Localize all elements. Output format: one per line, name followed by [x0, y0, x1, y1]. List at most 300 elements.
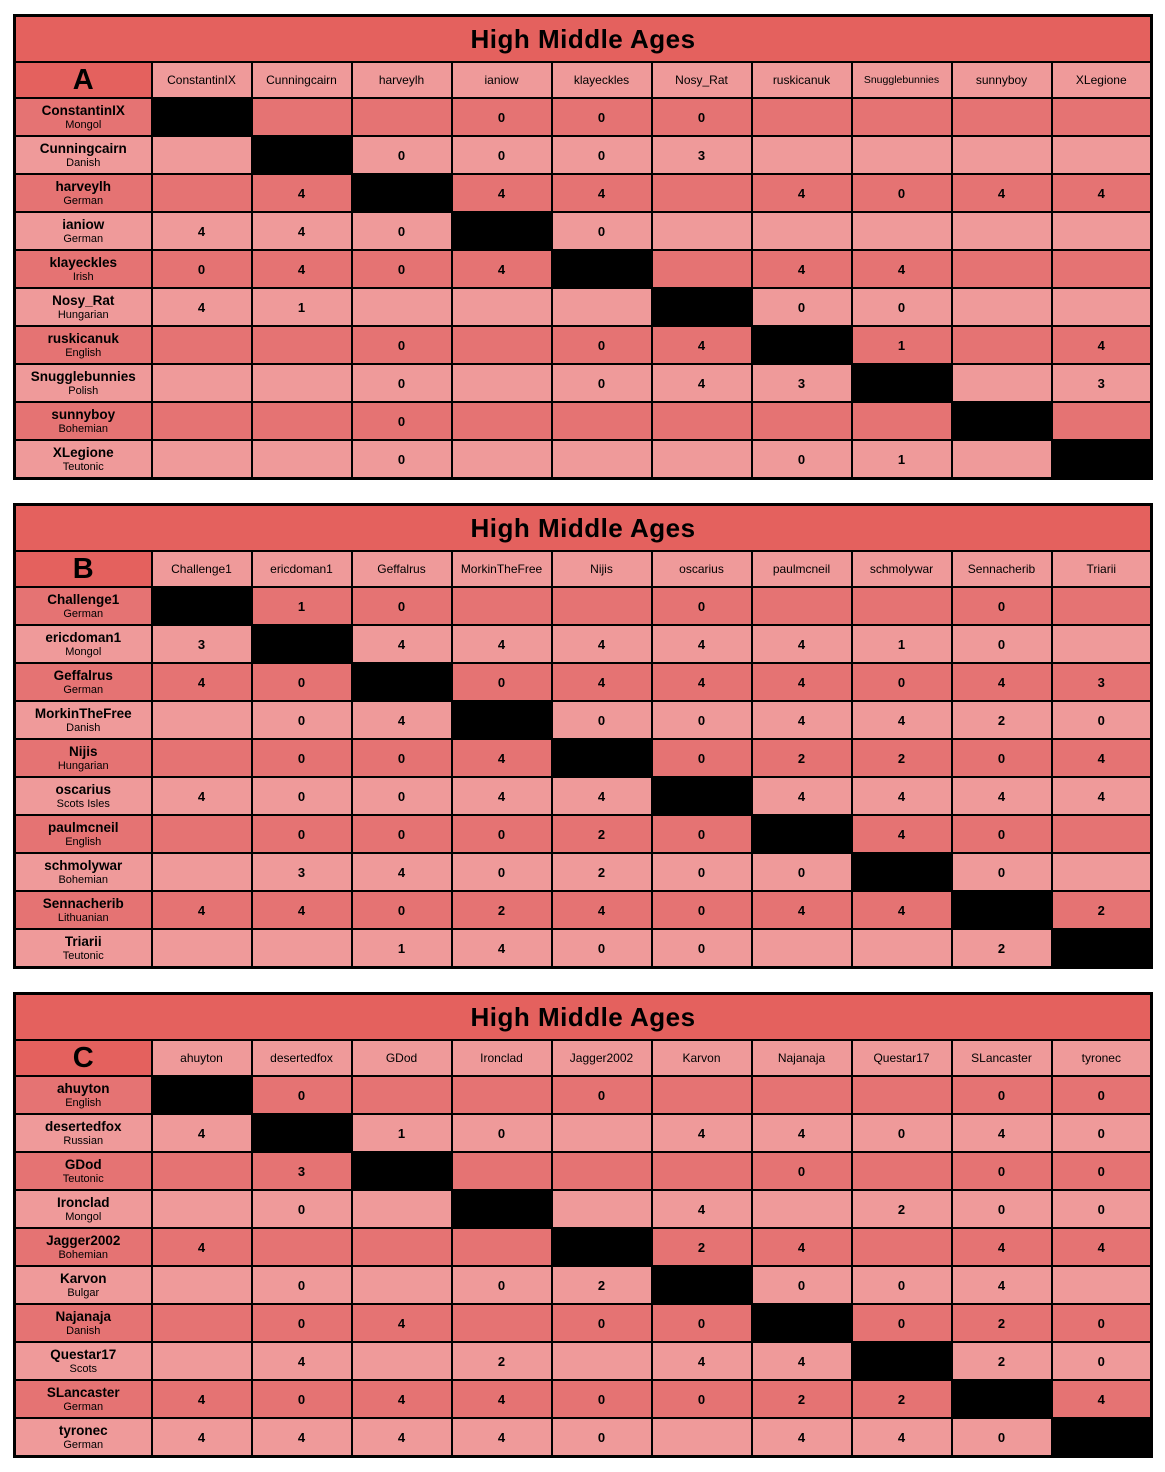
group-C-table — [13, 992, 1153, 1458]
result-cell: 0 — [352, 250, 452, 288]
result-cell: 3 — [1052, 364, 1152, 402]
table-title: High Middle Ages — [15, 994, 1152, 1041]
result-cell: 4 — [552, 891, 652, 929]
result-cell: 0 — [252, 1304, 352, 1342]
player-column-header: Cunningcairn — [252, 62, 352, 98]
player-row-header — [15, 625, 152, 663]
result-cell: 4 — [152, 1418, 252, 1457]
player-civ: Bohemian — [58, 1248, 109, 1261]
player-name: ericdoman1 — [45, 629, 122, 645]
column-header-row — [15, 1040, 1152, 1076]
diagonal-cell — [152, 98, 252, 136]
result-cell: 0 — [652, 98, 752, 136]
diagonal-cell — [652, 1266, 752, 1304]
result-cell — [852, 1076, 952, 1114]
player-civ: Irish — [72, 270, 94, 283]
result-cell: 0 — [552, 1304, 652, 1342]
result-cell — [252, 402, 352, 440]
result-cell: 4 — [452, 929, 552, 968]
table-row — [15, 1266, 1152, 1304]
result-cell: 4 — [652, 625, 752, 663]
player-civ: Mongol — [65, 645, 102, 658]
player-row-header — [15, 1114, 152, 1152]
result-cell: 0 — [352, 136, 452, 174]
result-cell — [952, 326, 1052, 364]
group-letter: A — [15, 62, 152, 98]
result-cell — [752, 1190, 852, 1228]
player-name: schmolywar — [44, 857, 123, 873]
player-row-header — [15, 288, 152, 326]
result-cell — [952, 212, 1052, 250]
diagonal-cell — [152, 1076, 252, 1114]
player-row-header — [15, 250, 152, 288]
result-cell — [952, 440, 1052, 479]
result-cell: 4 — [552, 777, 652, 815]
result-cell — [152, 1342, 252, 1380]
player-column-header: ConstantinIX — [152, 62, 252, 98]
table-row — [15, 815, 1152, 853]
player-civ: Danish — [66, 721, 101, 734]
result-cell — [752, 136, 852, 174]
result-cell: 0 — [552, 136, 652, 174]
result-cell — [452, 1076, 552, 1114]
result-cell: 0 — [852, 288, 952, 326]
result-cell — [452, 440, 552, 479]
player-column-header: ruskicanuk — [752, 62, 852, 98]
player-row-header — [15, 98, 152, 136]
player-name: harveylh — [55, 178, 112, 194]
player-column-header: Snugglebunnies — [852, 62, 952, 98]
player-column-header: Najanaja — [752, 1040, 852, 1076]
result-cell — [352, 98, 452, 136]
player-column-header: ianiow — [452, 62, 552, 98]
result-cell: 0 — [152, 250, 252, 288]
diagonal-cell — [452, 212, 552, 250]
diagonal-cell — [352, 174, 452, 212]
result-cell: 0 — [452, 136, 552, 174]
result-cell: 4 — [352, 853, 452, 891]
result-cell: 4 — [852, 1418, 952, 1457]
player-civ: Russian — [63, 1134, 104, 1147]
result-cell: 0 — [752, 440, 852, 479]
result-cell — [452, 288, 552, 326]
result-cell: 0 — [652, 739, 752, 777]
player-name: sunnyboy — [51, 406, 116, 422]
result-cell: 4 — [352, 701, 452, 739]
result-cell: 4 — [552, 625, 652, 663]
result-cell: 2 — [952, 1342, 1052, 1380]
player-row-header — [15, 739, 152, 777]
result-cell — [152, 402, 252, 440]
result-cell: 0 — [352, 440, 452, 479]
result-cell: 0 — [352, 326, 452, 364]
result-cell: 0 — [452, 98, 552, 136]
player-row-header — [15, 326, 152, 364]
result-cell: 0 — [852, 663, 952, 701]
player-column-header: tyronec — [1052, 1040, 1152, 1076]
result-cell — [1052, 625, 1152, 663]
player-civ: English — [65, 1096, 102, 1109]
result-cell — [752, 929, 852, 968]
result-cell: 1 — [252, 587, 352, 625]
result-cell — [452, 364, 552, 402]
player-civ: English — [65, 346, 102, 359]
result-cell: 0 — [352, 815, 452, 853]
player-row-header — [15, 1152, 152, 1190]
table-row — [15, 777, 1152, 815]
result-cell: 4 — [452, 250, 552, 288]
table-row — [15, 625, 1152, 663]
player-row-header — [15, 440, 152, 479]
result-cell: 4 — [952, 1228, 1052, 1266]
result-cell: 0 — [552, 1380, 652, 1418]
result-cell: 0 — [952, 1418, 1052, 1457]
result-cell: 4 — [952, 1266, 1052, 1304]
result-cell: 4 — [752, 1228, 852, 1266]
player-row-header — [15, 1228, 152, 1266]
diagonal-cell — [852, 853, 952, 891]
player-name: Najanaja — [55, 1308, 112, 1324]
player-row-header — [15, 212, 152, 250]
player-name: Triarii — [64, 933, 102, 949]
result-cell: 0 — [1052, 701, 1152, 739]
player-civ: Bohemian — [58, 873, 109, 886]
result-cell: 0 — [452, 1114, 552, 1152]
diagonal-cell — [152, 587, 252, 625]
result-cell: 4 — [952, 663, 1052, 701]
result-cell: 4 — [752, 174, 852, 212]
result-cell — [852, 136, 952, 174]
result-cell: 0 — [352, 739, 452, 777]
player-name: klayeckles — [49, 254, 118, 270]
result-cell: 4 — [152, 1114, 252, 1152]
player-row-header — [15, 853, 152, 891]
result-cell: 4 — [452, 777, 552, 815]
result-cell: 4 — [152, 891, 252, 929]
diagonal-cell — [852, 1342, 952, 1380]
result-cell — [1052, 288, 1152, 326]
diagonal-cell — [752, 326, 852, 364]
result-cell — [652, 1152, 752, 1190]
player-column-header: harveylh — [352, 62, 452, 98]
result-cell: 0 — [652, 1304, 752, 1342]
result-cell: 3 — [252, 853, 352, 891]
result-cell — [1052, 250, 1152, 288]
result-cell: 0 — [652, 587, 752, 625]
result-cell: 0 — [952, 1076, 1052, 1114]
result-cell: 0 — [252, 1380, 352, 1418]
result-cell: 4 — [752, 625, 852, 663]
table-row — [15, 891, 1152, 929]
diagonal-cell — [452, 1190, 552, 1228]
player-column-header: MorkinTheFree — [452, 551, 552, 587]
player-row-header — [15, 777, 152, 815]
result-cell — [652, 402, 752, 440]
result-cell — [352, 288, 452, 326]
result-cell — [152, 1304, 252, 1342]
result-cell: 4 — [652, 1114, 752, 1152]
result-cell: 0 — [552, 98, 652, 136]
result-cell — [652, 174, 752, 212]
player-column-header: Challenge1 — [152, 551, 252, 587]
result-cell: 4 — [152, 1228, 252, 1266]
result-cell — [452, 1152, 552, 1190]
result-cell — [452, 1228, 552, 1266]
player-column-header: GDod — [352, 1040, 452, 1076]
player-row-header — [15, 701, 152, 739]
result-cell: 2 — [552, 853, 652, 891]
result-cell: 4 — [852, 777, 952, 815]
result-cell: 0 — [1052, 1342, 1152, 1380]
result-cell — [852, 587, 952, 625]
result-cell: 0 — [1052, 1114, 1152, 1152]
result-cell — [852, 212, 952, 250]
result-cell: 4 — [952, 777, 1052, 815]
result-cell — [952, 288, 1052, 326]
player-name: Jagger2002 — [46, 1232, 121, 1248]
player-civ: English — [65, 835, 102, 848]
player-row-header — [15, 1190, 152, 1228]
player-name: Karvon — [59, 1270, 107, 1286]
result-cell — [852, 402, 952, 440]
result-cell: 0 — [352, 212, 452, 250]
player-column-header: ahuyton — [152, 1040, 252, 1076]
table-row — [15, 212, 1152, 250]
result-cell: 4 — [452, 174, 552, 212]
player-civ: German — [63, 607, 104, 620]
result-cell: 4 — [652, 1190, 752, 1228]
table-row — [15, 739, 1152, 777]
result-cell: 4 — [852, 815, 952, 853]
result-cell: 2 — [852, 1190, 952, 1228]
result-cell: 0 — [552, 929, 652, 968]
result-cell: 0 — [852, 1114, 952, 1152]
diagonal-cell — [252, 136, 352, 174]
result-cell: 4 — [752, 250, 852, 288]
result-cell: 0 — [552, 364, 652, 402]
result-cell — [1052, 212, 1152, 250]
result-cell: 3 — [152, 625, 252, 663]
result-cell: 0 — [952, 815, 1052, 853]
result-cell: 1 — [852, 326, 952, 364]
result-cell: 4 — [852, 891, 952, 929]
column-header-row — [15, 62, 1152, 98]
player-name: ruskicanuk — [47, 330, 119, 346]
result-cell: 2 — [852, 1380, 952, 1418]
result-cell: 4 — [152, 212, 252, 250]
table-row — [15, 1076, 1152, 1114]
table-row — [15, 1114, 1152, 1152]
result-cell: 2 — [752, 739, 852, 777]
result-cell: 4 — [752, 1342, 852, 1380]
table-row — [15, 1304, 1152, 1342]
result-cell — [952, 136, 1052, 174]
diagonal-cell — [352, 1152, 452, 1190]
table-title: High Middle Ages — [15, 505, 1152, 552]
player-row-header — [15, 891, 152, 929]
result-cell — [352, 1190, 452, 1228]
table-row — [15, 440, 1152, 479]
player-name: GDod — [64, 1156, 102, 1172]
player-civ: Mongol — [65, 1210, 102, 1223]
result-cell: 4 — [252, 1418, 352, 1457]
result-cell: 0 — [352, 891, 452, 929]
result-cell — [252, 326, 352, 364]
result-cell: 2 — [552, 1266, 652, 1304]
player-column-header: Questar17 — [852, 1040, 952, 1076]
result-cell: 4 — [652, 326, 752, 364]
result-cell: 4 — [152, 777, 252, 815]
result-cell: 0 — [352, 777, 452, 815]
table-row — [15, 853, 1152, 891]
player-civ: Teutonic — [62, 949, 104, 962]
table-row — [15, 364, 1152, 402]
player-name: ahuyton — [57, 1080, 110, 1096]
result-cell: 4 — [252, 250, 352, 288]
result-cell — [752, 212, 852, 250]
player-column-header: paulmcneil — [752, 551, 852, 587]
result-cell: 4 — [152, 1380, 252, 1418]
player-name: Ironclad — [56, 1194, 110, 1210]
player-name: SLancaster — [46, 1384, 120, 1400]
result-cell — [652, 440, 752, 479]
result-cell: 4 — [152, 663, 252, 701]
player-column-header: schmolywar — [852, 551, 952, 587]
result-cell — [252, 440, 352, 479]
player-row-header — [15, 402, 152, 440]
player-civ: Scots — [69, 1362, 97, 1375]
table-row — [15, 174, 1152, 212]
table-row — [15, 701, 1152, 739]
result-cell — [152, 364, 252, 402]
player-civ: Teutonic — [62, 460, 104, 473]
player-row-header — [15, 815, 152, 853]
table-row — [15, 250, 1152, 288]
table-title-row — [15, 16, 1152, 63]
diagonal-cell — [652, 777, 752, 815]
diagonal-cell — [552, 739, 652, 777]
result-cell: 4 — [252, 1342, 352, 1380]
player-name: tyronec — [58, 1422, 108, 1438]
result-cell — [352, 1228, 452, 1266]
diagonal-cell — [852, 364, 952, 402]
player-row-header — [15, 929, 152, 968]
group-letter: B — [15, 551, 152, 587]
result-cell: 0 — [552, 701, 652, 739]
result-cell — [252, 98, 352, 136]
result-cell: 4 — [452, 1418, 552, 1457]
diagonal-cell — [252, 1114, 352, 1152]
result-cell: 4 — [1052, 739, 1152, 777]
table-row — [15, 136, 1152, 174]
result-cell — [752, 402, 852, 440]
result-cell — [152, 326, 252, 364]
result-cell: 4 — [752, 1418, 852, 1457]
player-column-header: Jagger2002 — [552, 1040, 652, 1076]
player-column-header: SLancaster — [952, 1040, 1052, 1076]
result-cell: 0 — [952, 625, 1052, 663]
result-cell: 0 — [352, 587, 452, 625]
player-name: Challenge1 — [47, 591, 120, 607]
group-B-table — [13, 503, 1153, 969]
player-row-header — [15, 1266, 152, 1304]
result-cell: 0 — [252, 1190, 352, 1228]
player-column-header: ericdoman1 — [252, 551, 352, 587]
table-title-row — [15, 994, 1152, 1041]
result-cell: 4 — [352, 625, 452, 663]
result-cell: 0 — [752, 288, 852, 326]
result-cell: 4 — [1052, 1228, 1152, 1266]
table-row — [15, 1380, 1152, 1418]
result-cell: 0 — [1052, 1190, 1152, 1228]
result-cell: 2 — [952, 701, 1052, 739]
result-cell: 4 — [352, 1304, 452, 1342]
result-cell — [152, 440, 252, 479]
result-cell: 1 — [852, 625, 952, 663]
result-cell — [352, 1266, 452, 1304]
result-cell: 0 — [852, 1266, 952, 1304]
result-cell — [952, 98, 1052, 136]
result-cell: 0 — [952, 1190, 1052, 1228]
result-cell: 4 — [752, 663, 852, 701]
result-cell: 0 — [552, 212, 652, 250]
result-cell — [152, 1152, 252, 1190]
result-cell: 4 — [252, 174, 352, 212]
result-cell — [352, 1342, 452, 1380]
result-cell: 3 — [252, 1152, 352, 1190]
player-row-header — [15, 1380, 152, 1418]
result-cell: 0 — [352, 402, 452, 440]
result-cell: 2 — [552, 815, 652, 853]
result-cell: 4 — [1052, 174, 1152, 212]
result-cell: 0 — [452, 853, 552, 891]
player-name: Nosy_Rat — [52, 292, 115, 308]
result-cell — [152, 853, 252, 891]
result-cell: 0 — [852, 174, 952, 212]
player-civ: German — [63, 194, 104, 207]
player-row-header — [15, 1418, 152, 1457]
group-A-table — [13, 14, 1153, 480]
result-cell: 4 — [452, 739, 552, 777]
table-row — [15, 1228, 1152, 1266]
result-cell: 4 — [352, 1380, 452, 1418]
result-cell: 0 — [652, 815, 752, 853]
result-cell: 4 — [252, 891, 352, 929]
diagonal-cell — [1052, 440, 1152, 479]
result-cell — [1052, 402, 1152, 440]
result-cell: 0 — [552, 1076, 652, 1114]
result-cell: 4 — [652, 364, 752, 402]
table-row — [15, 929, 1152, 968]
result-cell: 4 — [552, 174, 652, 212]
result-cell: 4 — [1052, 1380, 1152, 1418]
player-row-header — [15, 1076, 152, 1114]
player-civ: Danish — [66, 156, 101, 169]
result-cell: 1 — [352, 1114, 452, 1152]
result-cell: 2 — [952, 1304, 1052, 1342]
result-cell: 0 — [952, 1152, 1052, 1190]
diagonal-cell — [552, 1228, 652, 1266]
result-cell: 4 — [652, 1342, 752, 1380]
result-cell: 0 — [1052, 1304, 1152, 1342]
diagonal-cell — [452, 701, 552, 739]
result-cell: 4 — [1052, 777, 1152, 815]
result-cell — [352, 1076, 452, 1114]
result-cell: 2 — [952, 929, 1052, 968]
player-civ: Polish — [68, 384, 99, 397]
result-cell — [152, 174, 252, 212]
result-cell: 0 — [752, 1152, 852, 1190]
